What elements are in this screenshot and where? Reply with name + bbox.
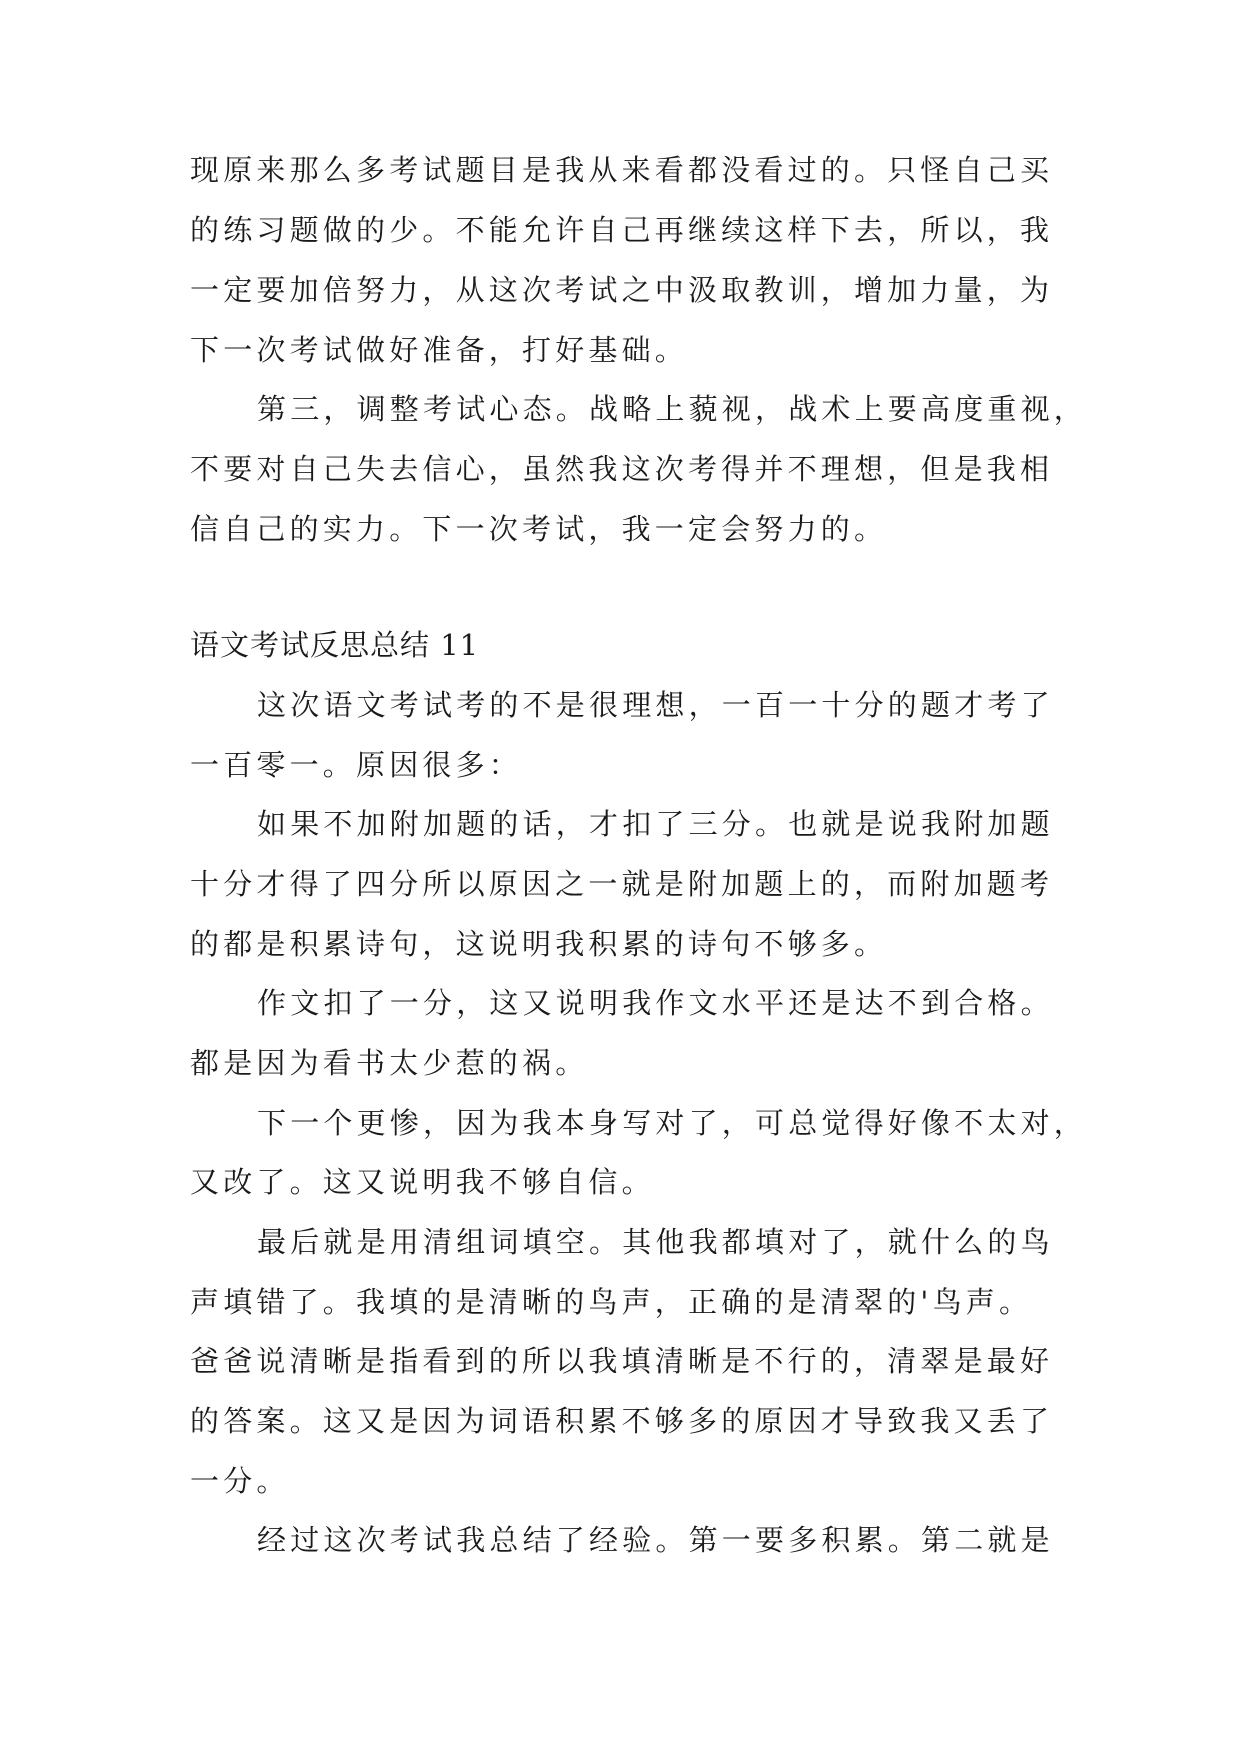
body-line: 一分。 xyxy=(190,1464,290,1498)
paragraph-start-line: 下一个更惨，因为我本身写对了，可总觉得好像不太对， xyxy=(257,1106,1088,1140)
paragraph-start-line: 最后就是用清组词填空。其他我都填对了，就什么的鸟 xyxy=(257,1225,1054,1259)
paragraph-start-line: 经过这次考试我总结了经验。第一要多积累。第二就是 xyxy=(257,1523,1054,1557)
body-line: 不要对自己失去信心，虽然我这次考得并不理想，但是我相 xyxy=(190,452,1054,486)
body-line: 声填错了。我填的是清晰的鸟声，正确的是清翠的'鸟声。 xyxy=(190,1285,1033,1319)
body-line: 的练习题做的少。不能允许自己再继续这样下去，所以，我 xyxy=(190,213,1054,247)
paragraph-start-line: 这次语文考试考的不是很理想，一百一十分的题才考了 xyxy=(257,688,1054,722)
body-line: 都是因为看书太少惹的祸。 xyxy=(190,1046,589,1080)
body-line: 十分才得了四分所以原因之一就是附加题上的，而附加题考 xyxy=(190,867,1054,901)
paragraph-start-line: 第三，调整考试心态。战略上藐视，战术上要高度重视， xyxy=(257,392,1088,426)
body-line: 的都是积累诗句，这说明我积累的诗句不够多。 xyxy=(190,927,888,961)
section-title: 语文考试反思总结 11 xyxy=(190,628,480,662)
body-line: 信自己的实力。下一次考试，我一定会努力的。 xyxy=(190,512,888,546)
body-line: 爸爸说清晰是指看到的所以我填清晰是不行的，清翠是最好 xyxy=(190,1344,1054,1378)
body-line: 又改了。这又说明我不够自信。 xyxy=(190,1165,655,1199)
body-line: 一定要加倍努力，从这次考试之中汲取教训，增加力量，为 xyxy=(190,273,1054,307)
body-line: 一百零一。原因很多： xyxy=(190,748,523,782)
paragraph-start-line: 作文扣了一分，这又说明我作文水平还是达不到合格。 xyxy=(257,986,1054,1020)
body-line: 现原来那么多考试题目是我从来看都没看过的。只怪自己买 xyxy=(190,153,1054,187)
body-line: 下一次考试做好准备，打好基础。 xyxy=(190,333,689,367)
body-line: 的答案。这又是因为词语积累不够多的原因才导致我又丢了 xyxy=(190,1404,1054,1438)
paragraph-start-line: 如果不加附加题的话，才扣了三分。也就是说我附加题 xyxy=(257,807,1054,841)
